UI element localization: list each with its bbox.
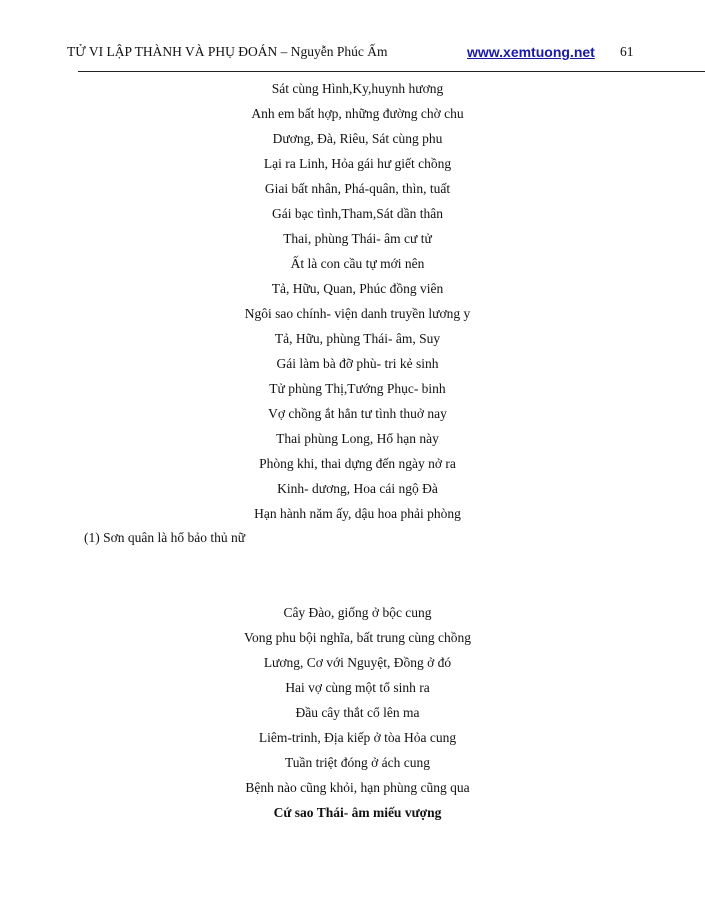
verse-line: Lại ra Linh, Hỏa gái hư giết chồng bbox=[263, 156, 452, 171]
verse-heading-bold: Cứ sao Thái- âm miếu vượng bbox=[273, 805, 442, 820]
verse-block-1 bbox=[0, 76, 705, 526]
verse-line: Gái bạc tình,Tham,Sát dần thân bbox=[272, 206, 443, 221]
verse-line: Gái làm bà đỡ phù- tri kẻ sinh bbox=[276, 356, 439, 371]
verse-line: Phòng khi, thai dựng đến ngày nở ra bbox=[259, 456, 456, 471]
footnote: (1) Sơn quân là hổ bảo thủ nữ bbox=[84, 530, 246, 545]
page-number: 61 bbox=[620, 44, 634, 59]
header-divider bbox=[78, 71, 705, 72]
verse-line: Anh em bất hợp, những đường chờ chu bbox=[251, 106, 464, 121]
verse-line: Thai phùng Long, Hổ hạn này bbox=[276, 431, 439, 446]
verse-line: Hai vợ cùng một tổ sinh ra bbox=[285, 680, 430, 695]
verse-line: Tuần triệt đóng ở ách cung bbox=[285, 755, 430, 770]
website-link[interactable]: www.xemtuong.net bbox=[467, 44, 595, 60]
running-header bbox=[67, 41, 637, 63]
verse-line: Vợ chồng ắt hẳn tư tình thuở nay bbox=[268, 406, 447, 421]
verse-line: Hạn hành năm ấy, dậu hoa phải phòng bbox=[254, 506, 461, 521]
verse-line: Tả, Hữu, Quan, Phúc đồng viên bbox=[271, 281, 444, 296]
verse-line: Liêm-trinh, Địa kiếp ở tòa Hỏa cung bbox=[258, 730, 457, 745]
header-title: TỬ VI LẬP THÀNH VÀ PHỤ ĐOÁN – Nguyễn Phúc Ấm bbox=[67, 44, 388, 59]
verse-line: Vong phu bội nghĩa, bất trung cùng chồng bbox=[244, 630, 471, 645]
verse-line: Ất là con cầu tự mới nên bbox=[290, 256, 425, 271]
verse-line: Giai bất nhân, Phá-quân, thìn, tuất bbox=[264, 181, 451, 196]
verse-line: Tả, Hữu, phùng Thái- âm, Suy bbox=[274, 331, 441, 346]
verse-line: Thai, phùng Thái- âm cư tử bbox=[283, 231, 432, 246]
verse-line: Kinh- dương, Hoa cái ngộ Đà bbox=[277, 481, 438, 496]
verse-line: Cây Đào, giống ở bộc cung bbox=[283, 605, 432, 620]
verse-line: Sát cùng Hình,Ky,huynh hương bbox=[271, 81, 444, 96]
verse-block-2 bbox=[0, 600, 705, 825]
verse-line: Ngôi sao chính- viện danh truyền lương y bbox=[244, 306, 471, 321]
verse-line: Lương, Cơ với Nguyệt, Đồng ở đó bbox=[263, 655, 452, 670]
verse-line: Dương, Đà, Riêu, Sát cùng phu bbox=[272, 131, 443, 146]
verse-line: Tử phùng Thị,Tướng Phục- binh bbox=[269, 381, 446, 396]
verse-line: Bệnh nào cũng khỏi, hạn phùng cũng qua bbox=[245, 780, 470, 795]
verse-line: Đầu cây thắt cổ lên ma bbox=[295, 705, 420, 720]
